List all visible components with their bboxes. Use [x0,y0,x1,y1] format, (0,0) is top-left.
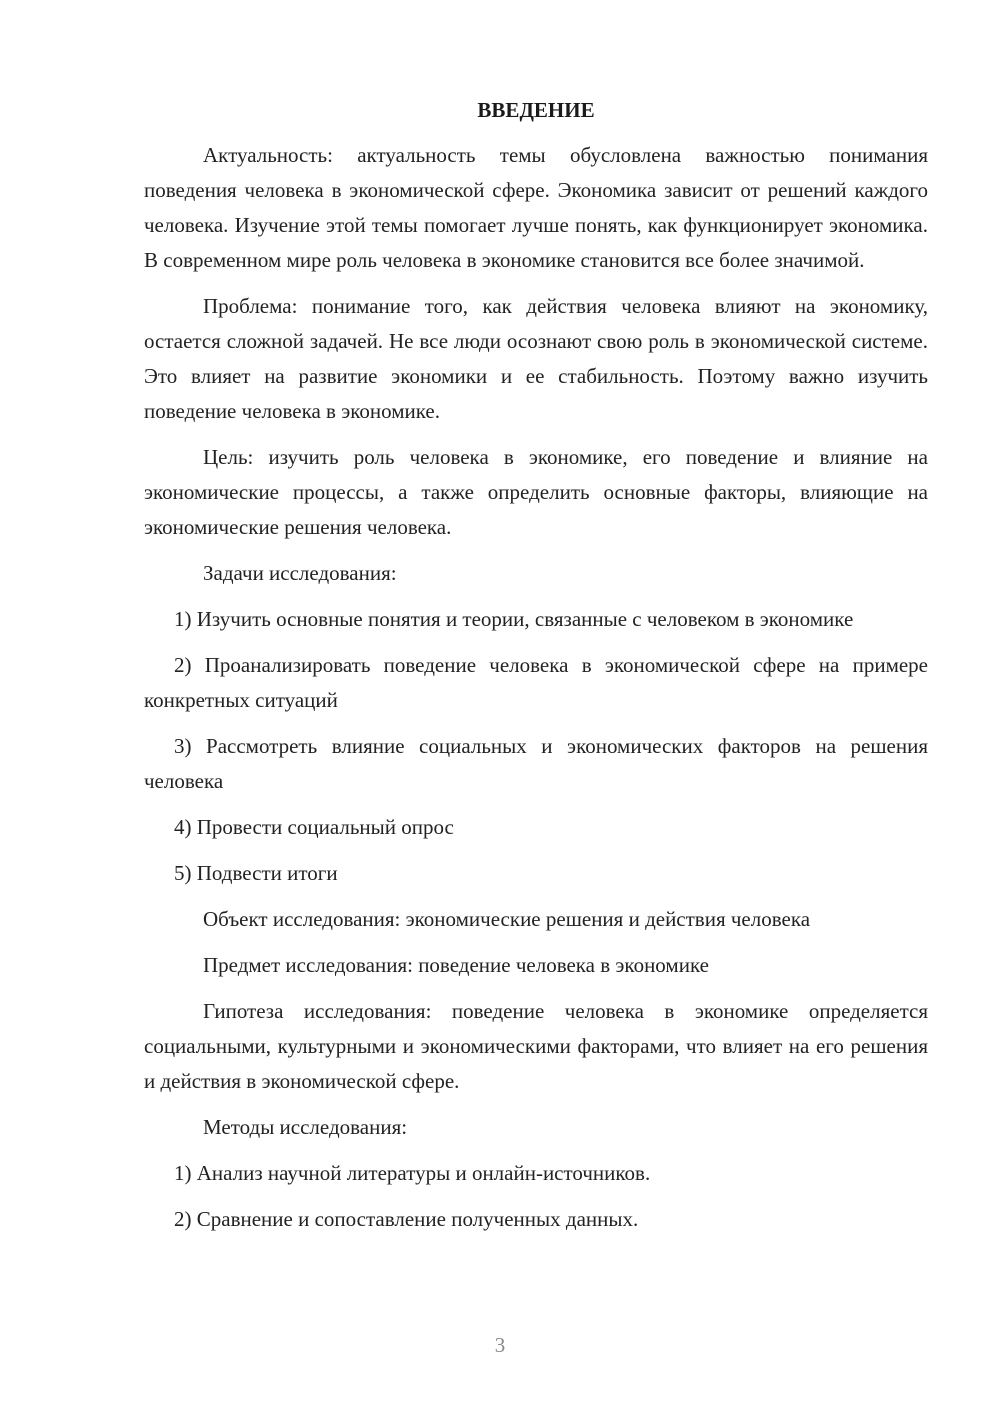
goal-paragraph: Цель: изучить роль человека в экономике, его поведение и влияние на экономические процессы, а также определить основные факторы, влияющие на экономические решения человека. [144,445,928,539]
method-item-1: 1) Анализ научной литературы и онлайн-источников. [174,1161,651,1185]
page-content [144,94,928,1248]
task-item-1: 1) Изучить основные понятия и теории, связанные с человеком в экономике [174,607,854,631]
tasks-heading: Задачи исследования: [203,561,397,585]
hypothesis-paragraph: Гипотеза исследования: поведение человека в экономике определяется социальными, культурными и экономическими факторами, что влияет на его решения и действия в экономической сфере. [144,999,928,1093]
methods-heading: Методы исследования: [203,1115,408,1139]
task-item-4: 4) Провести социальный опрос [174,815,454,839]
method-item-2: 2) Сравнение и сопоставление полученных данных. [174,1207,639,1231]
section-heading: ВВЕДЕНИЕ [477,98,595,122]
task-item-3: 3) Рассмотреть влияние социальных и экономических факторов на решения человека [144,734,928,793]
task-item-2: 2) Проанализировать поведение человека в экономической сфере на примере конкретных ситуаций [144,653,928,712]
page-number: 3 [494,1333,506,1357]
problem-paragraph: Проблема: понимание того, как действия человека влияют на экономику, остается сложной задачей. Не все люди осознают свою роль в экономической системе. Это влияет на развитие экономики и ее стабильность. Поэтому важно изучить поведение человека в экономике. [144,294,928,423]
relevance-paragraph: Актуальность: актуальность темы обусловлена важностью понимания поведения человека в экономической сфере. Экономика зависит от решений каждого человека. Изучение этой темы помогает лучше понять, как функционирует экономика. В современном мире роль человека в экономике становится все более значимой. [144,143,928,272]
task-item-5: 5) Подвести итоги [174,861,338,885]
research-object: Объект исследования: экономические решения и действия человека [203,907,811,931]
research-subject: Предмет исследования: поведение человека в экономике [203,953,709,977]
